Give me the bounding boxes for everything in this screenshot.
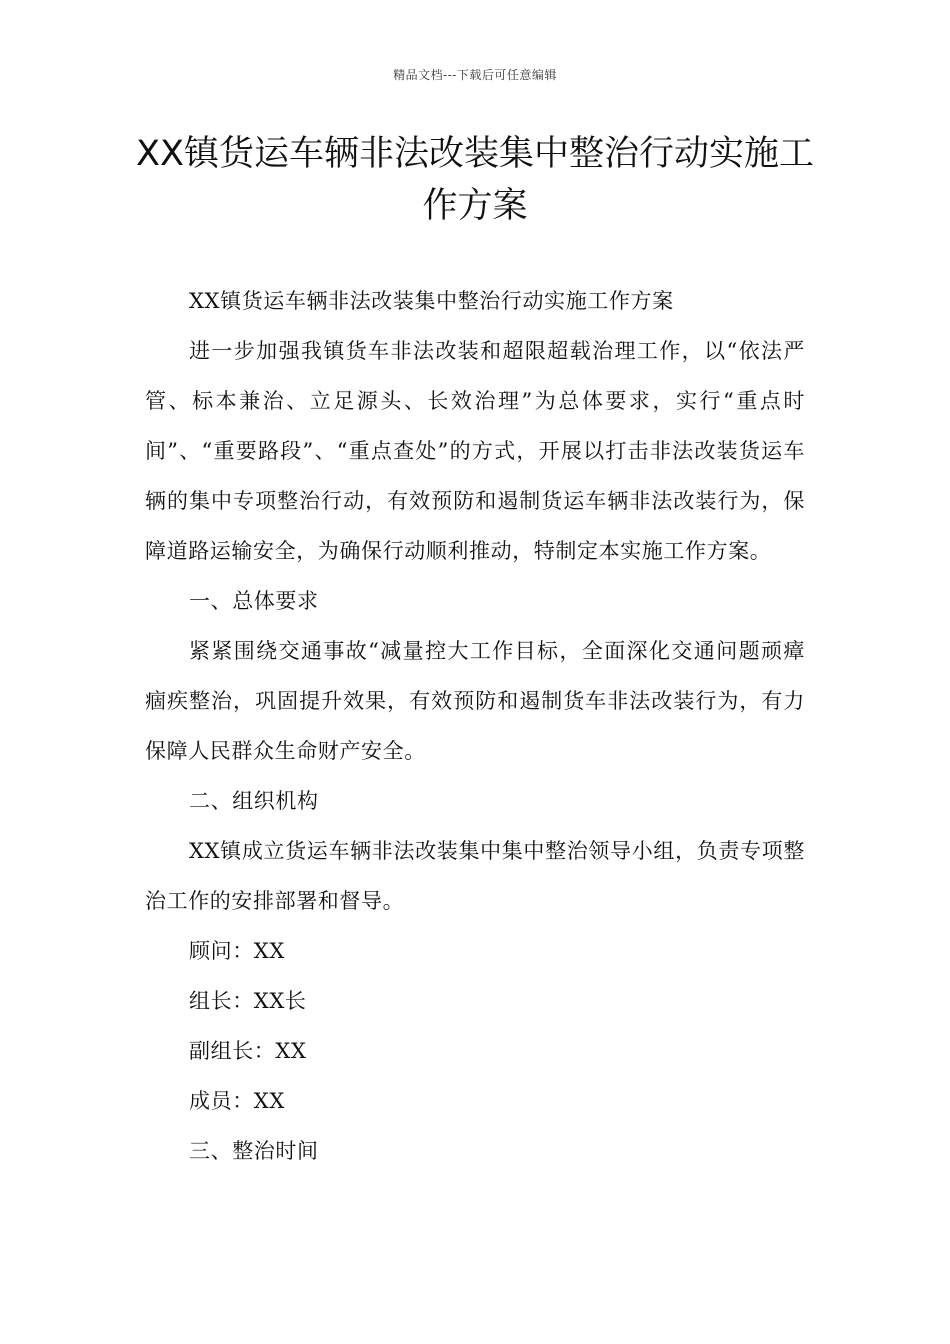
paragraph-organization: XX镇成立货运车辆非法改装集中集中整治领导小组，负责专项整治工作的安排部署和督导。 [145,839,805,913]
member-members: 成员：XX [189,1089,285,1113]
member-leader: 组长：XX长 [189,989,307,1013]
header-note: 精品文档---下载后可任意编辑 [393,68,557,82]
section-heading-general-requirements: 一、总体要求 [189,589,319,613]
paragraph-general-requirements: 紧紧围绕交通事故“减量控大工作目标，全面深化交通问题顽瘴痼疾整治，巩固提升效果，有效预防和遏制货车非法改装行为，有力保障人民群众生命财产安全。 [145,639,805,763]
paragraph-subtitle: XX镇货运车辆非法改装集中整治行动实施工作方案 [189,289,674,313]
section-heading-schedule: 三、整治时间 [189,1139,319,1163]
document-body [145,276,805,1176]
document-title: XX镇货运车辆非法改装集中整治行动实施工作方案 [136,134,814,226]
member-advisor: 顾问：XX [189,939,285,963]
member-deputy-leader: 副组长：XX [189,1039,307,1063]
paragraph-intro: 进一步加强我镇货车非法改装和超限超载治理工作，以“依法严管、标本兼治、立足源头、长效治理”为总体要求，实行“重点时间”、“重要路段”、“重点查处”的方式，开展以打击非法改装货运车辆的集中专项整治行动，有效预防和遏制货运车辆非法改装行为，保障道路运输安全，为确保行动顺利推动，特制定本实施工作方案。 [145,339,805,563]
section-heading-organization: 二、组织机构 [189,789,319,813]
